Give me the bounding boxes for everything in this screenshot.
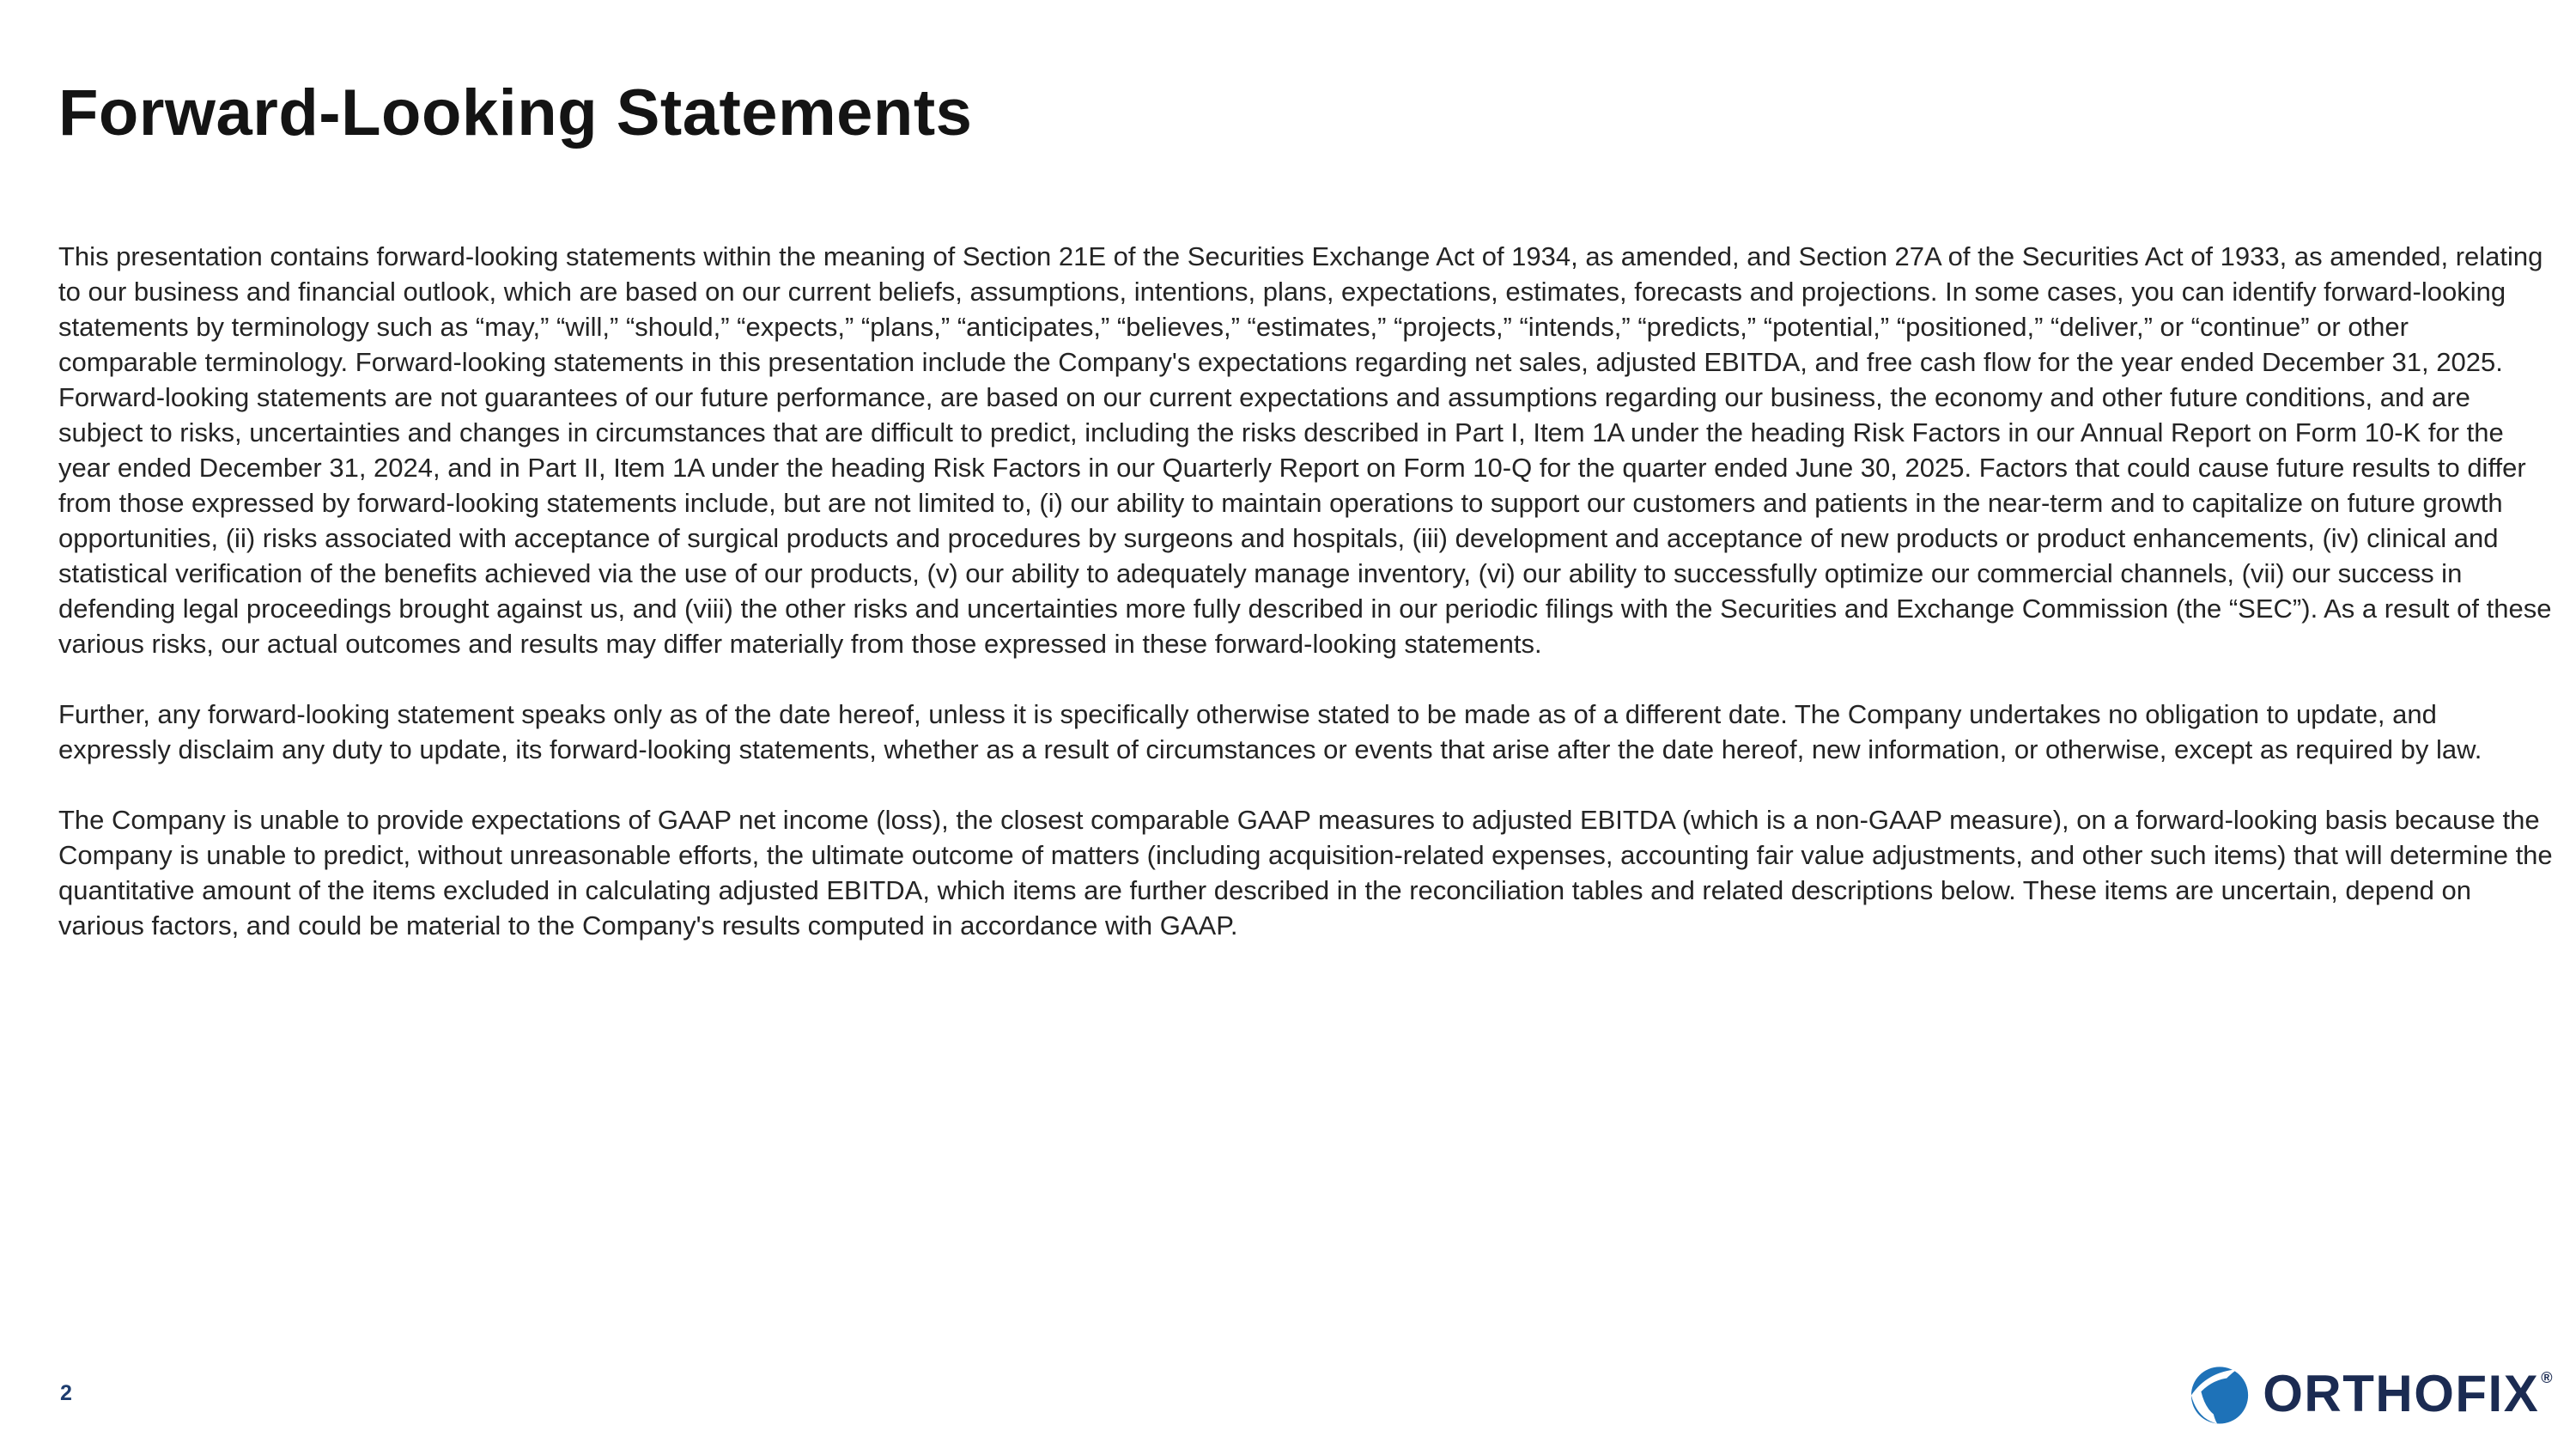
page-title: Forward-Looking Statements — [58, 76, 973, 149]
disclaimer-paragraph: Further, any forward-looking statement speaks only as of the date hereof, unless it is specifically otherwise stated to be made as of a different date. The Company undertakes no obligation to update, and expressly disclaim any duty to update, its forward-looking statements, whether as a result of circumstances or events that arise after the date hereof, new information, or otherwise, except as required by law. — [58, 699, 2482, 764]
orthofix-wordmark — [2263, 1365, 2554, 1422]
orthofix-wordmark-text: ORTHOFIX — [2263, 1365, 2540, 1422]
disclaimer-body — [58, 239, 2554, 978]
orthofix-swoosh-icon — [2189, 1363, 2251, 1425]
orthofix-logo — [2189, 1363, 2554, 1425]
page-number: 2 — [60, 1381, 72, 1405]
disclaimer-paragraph: This presentation contains forward-looking statements within the meaning of Section 21E of the Securities Exchange Act of 1934, as amended, and Section 27A of the Securities Act of 1933, as amended, relating to our business and financial outlook, which are based on our current beliefs, assumptions, intentions, plans, expectations, estimates, forecasts and projections. In some cases, you can identify forward-looking statements by terminology such as “may,” “will,” “should,” “expects,” “plans,” “anticipates,” “believes,” “estimates,” “projects,” “intends,” “predicts,” “potential,” “positioned,” “deliver,” or “continue” or other comparable terminology. Forward-looking statements in this presentation include the Company's expectations regarding net sales, adjusted EBITDA, and free cash flow for the year ended December 31, 2025. Forward-looking statements are not guarantees of our future performance, are based on our current expectations and assumptions regarding our business, the economy and other future conditions, and are subject to risks, uncertainties and changes in circumstances that are difficult to predict, including the risks described in Part I, Item 1A under the heading Risk Factors in our Annual Report on Form 10-K for the year ended December 31, 2024, and in Part II, Item 1A under the heading Risk Factors in our Quarterly Report on Form 10-Q for the quarter ended June 30, 2025. Factors that could cause future results to differ from those expressed by forward-looking statements include, but are not limited to, (i) our ability to maintain operations to support our customers and patients in the near-term and to capitalize on future growth opportunities, (ii) risks associated with acceptance of surgical products and procedures by surgeons and hospitals, (iii) development and acceptance of new products or product enhancements, (iv) clinical and statistical verification of the benefits achieved via the use of our products, (v) our ability to adequately manage inventory, (vi) our ability to successfully optimize our commercial channels, (vii) our success in defending legal proceedings brought against us, and (viii) the other risks and uncertainties more fully described in our periodic filings with the Securities and Exchange Commission (the “SEC”). As a result of these various risks, our actual outcomes and results may differ materially from those expressed in these forward-looking statements. — [58, 241, 2552, 659]
registered-trademark-symbol: ® — [2541, 1369, 2554, 1386]
disclaimer-paragraph: The Company is unable to provide expectations of GAAP net income (loss), the closest comparable GAAP measures to adjusted EBITDA (which is a non-GAAP measure), on a forward-looking basis because the Company is unable to predict, without unreasonable efforts, the ultimate outcome of matters (including acquisition-related expenses, accounting fair value adjustments, and other such items) that will determine the quantitative amount of the items excluded in calculating adjusted EBITDA, which items are further described in the reconciliation tables and related descriptions below. These items are uncertain, depend on various factors, and could be material to the Company's results computed in accordance with GAAP. — [58, 805, 2553, 941]
